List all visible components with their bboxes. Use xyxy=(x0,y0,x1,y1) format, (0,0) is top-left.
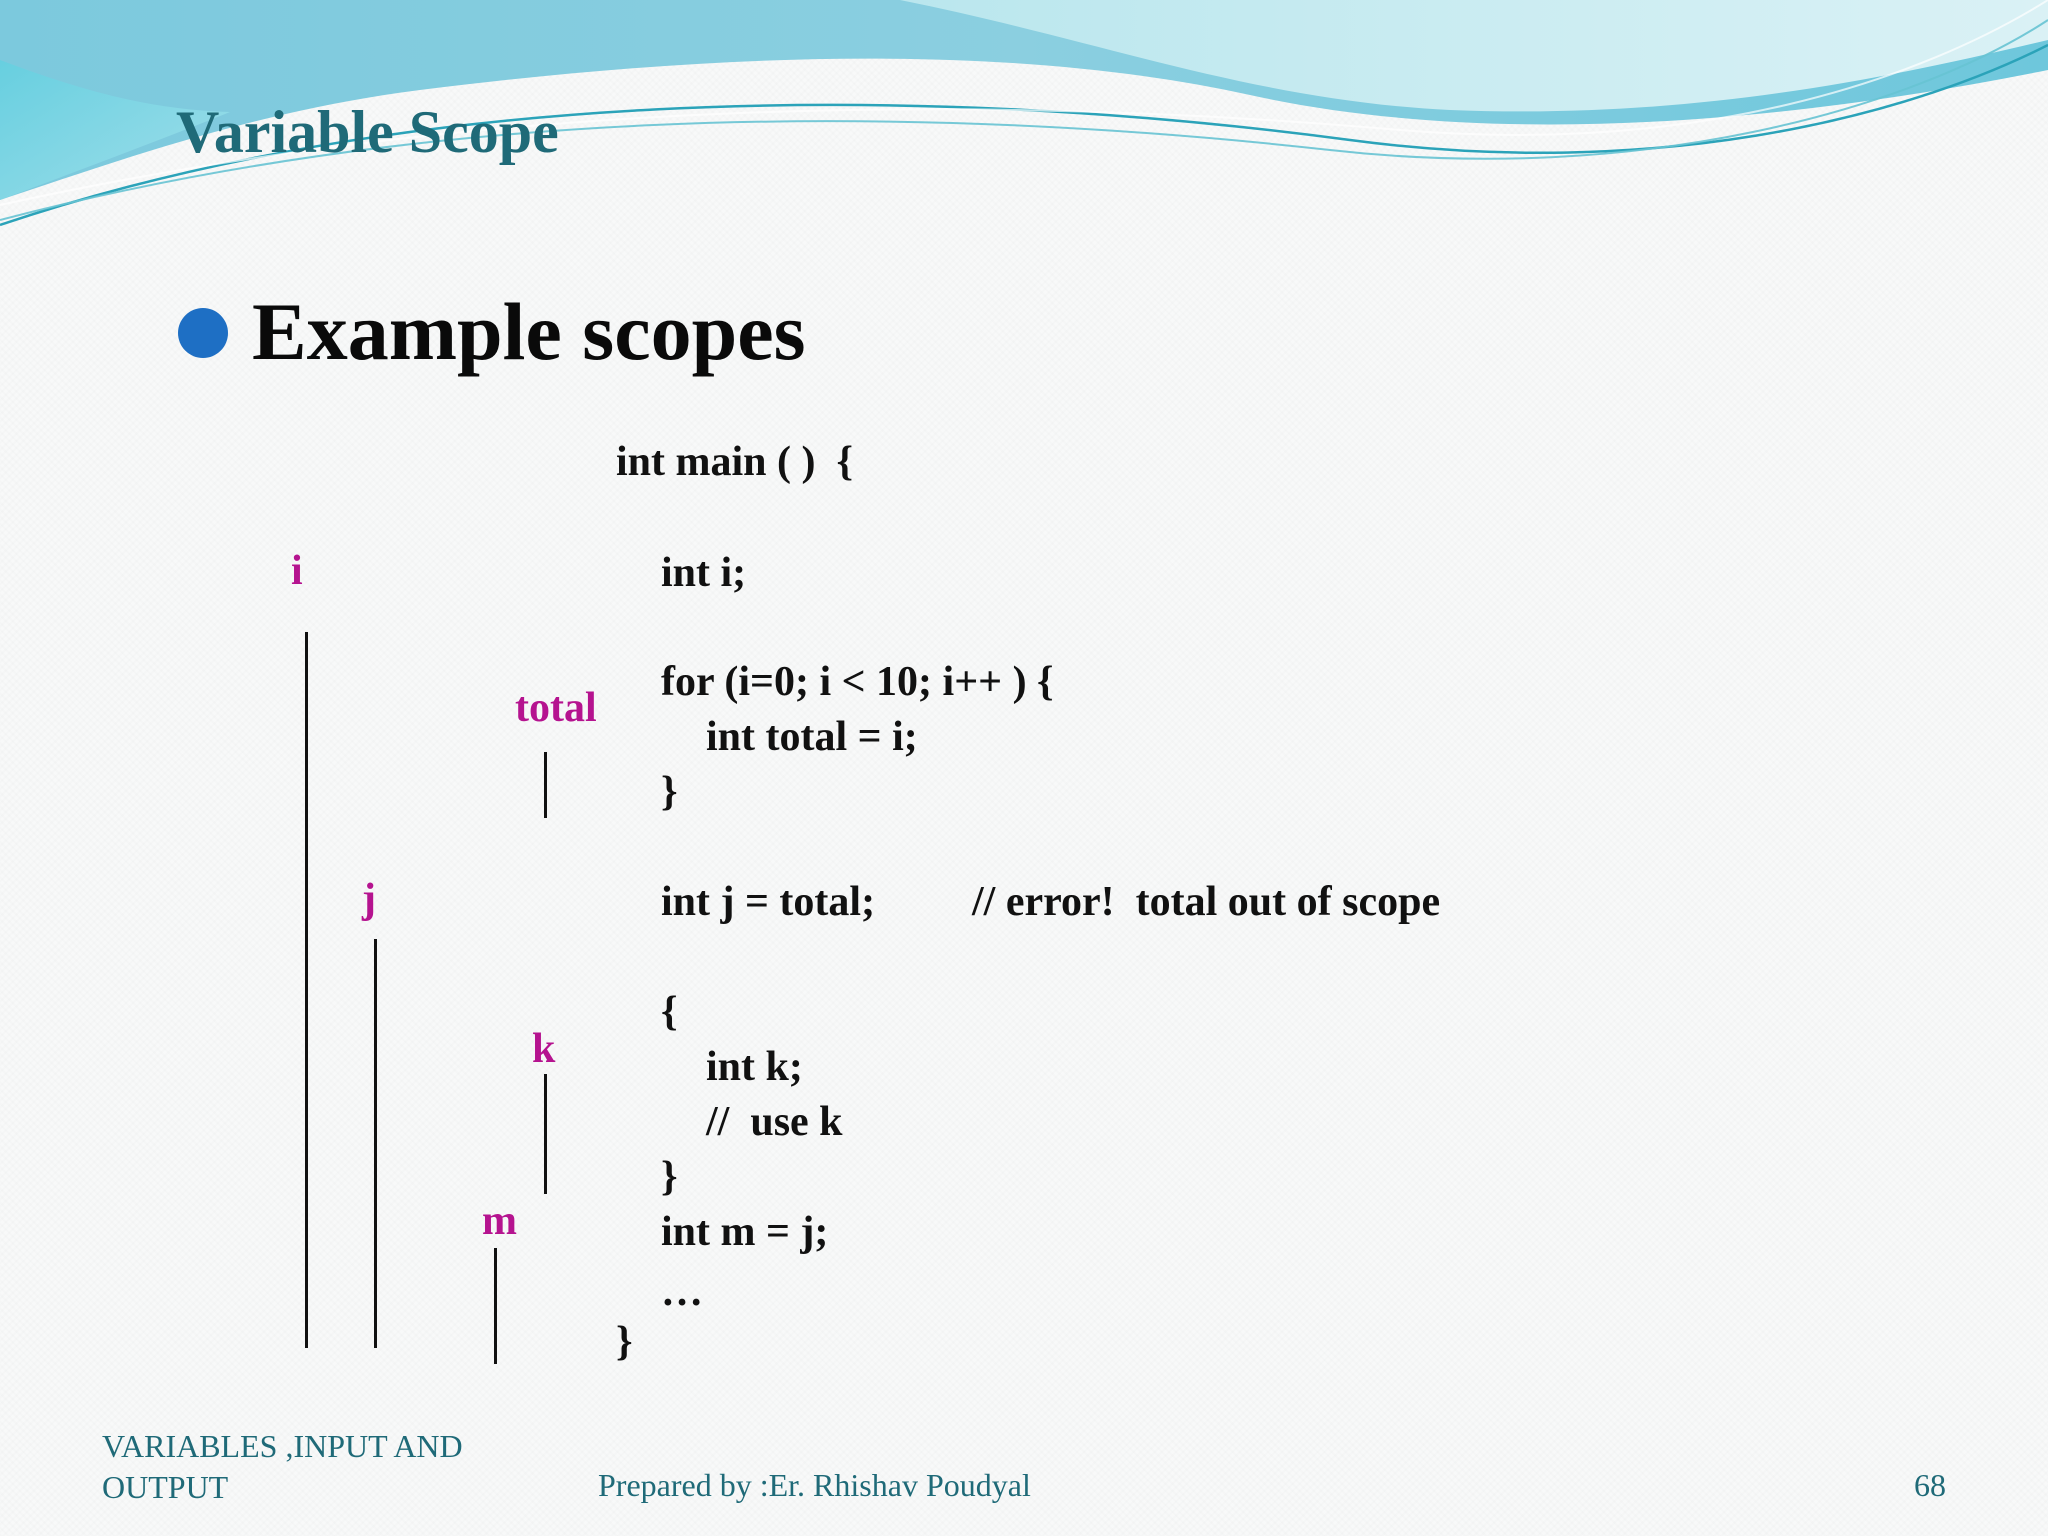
code-line: int total = i; xyxy=(706,714,918,760)
scope-label-k: k xyxy=(532,1026,556,1072)
scope-line-total xyxy=(544,752,547,818)
code-line: int j = total; xyxy=(661,879,876,925)
code-comment: // error! total out of scope xyxy=(972,879,1441,925)
code-line: int k; xyxy=(706,1044,803,1090)
code-line: int main ( ) { xyxy=(616,439,854,485)
slide-title: Variable Scope xyxy=(176,99,559,165)
scope-line-j xyxy=(374,939,377,1348)
code-comment: // use k xyxy=(706,1099,843,1145)
code-line: } xyxy=(661,769,678,815)
code-line: { xyxy=(661,989,678,1035)
footer-topic: VARIABLES ,INPUT AND OUTPUT xyxy=(102,1428,463,1505)
scope-label-total: total xyxy=(515,685,597,731)
footer-author: Prepared by :Er. Rhishav Poudyal xyxy=(598,1467,1031,1503)
bullet-dot-icon xyxy=(178,308,228,358)
code-line: for (i=0; i < 10; i++ ) { xyxy=(661,659,1054,705)
scope-line-k xyxy=(544,1074,547,1194)
code-line: int i; xyxy=(661,550,747,596)
code-line: … xyxy=(661,1269,703,1315)
scope-label-j: j xyxy=(362,876,376,922)
code-line: } xyxy=(661,1154,678,1200)
scope-label-i: i xyxy=(291,548,303,594)
scope-label-m: m xyxy=(482,1198,517,1244)
scope-line-m xyxy=(494,1248,497,1364)
scope-line-i xyxy=(305,632,308,1348)
code-line: } xyxy=(616,1319,633,1365)
page-number: 68 xyxy=(1914,1467,1946,1503)
code-line: int m = j; xyxy=(661,1209,829,1255)
bullet-heading: Example scopes xyxy=(252,286,806,377)
